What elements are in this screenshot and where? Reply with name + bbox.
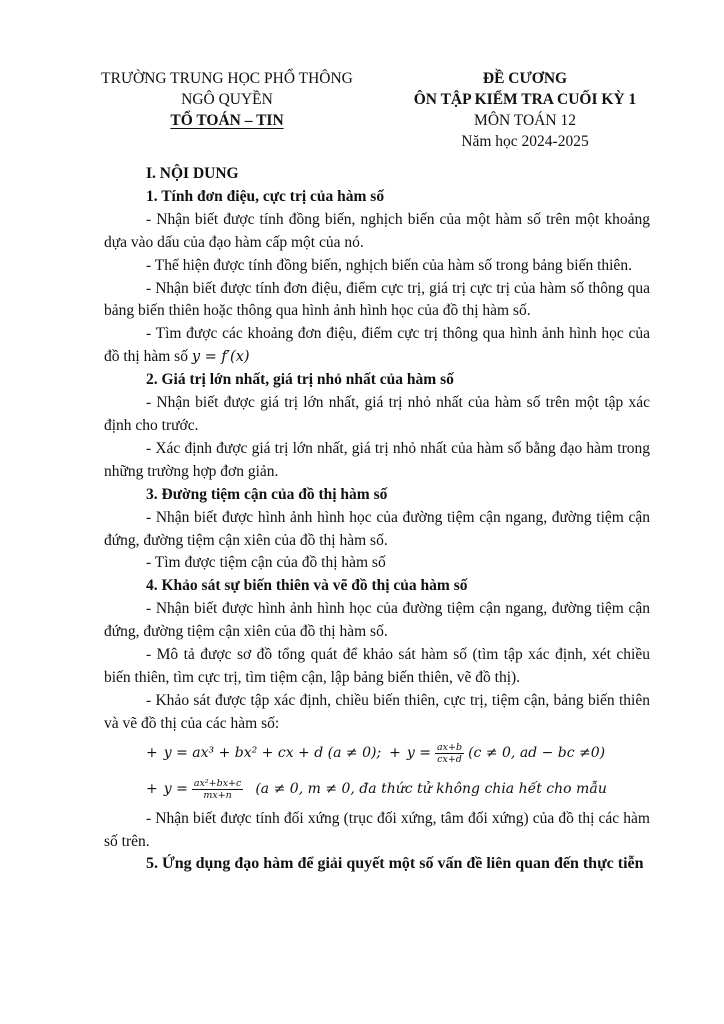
section-1-heading: 1. Tính đơn điệu, cực trị của hàm số [146,187,385,205]
section-4-item-2: - Mô tả được sơ đồ tổng quát để khảo sát hàm số (tìm tập xác định, xét chiều biến thiên, tìm cực trị, tìm tiệm cận, lập bảng biến thiên, vẽ đồ thị). [104,646,650,686]
section-1-item-3: - Nhận biết được tính đơn điệu, điểm cực trị, giá trị cực trị của hàm số thông qua bảng biến thiên hoặc thông qua hình ảnh hình học của đồ thị hàm số. [104,279,650,320]
document-title: ĐỀ CƯƠNG [482,70,568,87]
section-4-item-3: - Khảo sát được tập xác định, chiều biến thiên, cực trị, tiệm cận, bảng biến thiên và vẽ đồ thị của các hàm số: [104,691,650,732]
cubic-formula: y = ax³ + bx² + cx + d (a ≠ 0); [163,745,382,762]
subject-line: MÔN TOÁN 12 [474,112,576,129]
derivative-formula: y = f′(x) [191,349,250,366]
section-3-heading: 3. Đường tiệm cận của đồ thị hàm số [146,485,388,503]
section-4-item-1: - Nhận biết được hình ảnh hình học của đường tiệm cận ngang, đường tiệm cận đứng, đường tiệm cận xiên của đồ thị hàm số. [104,600,650,641]
document-body [104,163,650,876]
document-header [380,68,670,152]
quadratic-rational-lhs: y = [163,781,188,798]
part-title: I. NỘI DUNG [146,165,239,182]
section-3-item-2: - Tìm được tiệm cận của đồ thị hàm số [146,554,386,572]
section-5-heading: 5. Ứng dụng đạo hàm để giải quyết một số vấn đề liên quan đến thực tiễn [146,855,644,873]
section-2-item-2: - Xác định được giá trị lớn nhất, giá trị nhỏ nhất của hàm số bằng đạo hàm trong những trường hợp đơn giản. [104,439,650,480]
formula-line-2: + y = $\frac{\text{ax²+bx+c}}{mx+n}$ (a ≠ 0, m ≠ 0, đa thức tử không chia hết cho mẫu [146,778,607,802]
quadratic-rational-condition: (a ≠ 0, m ≠ 0, đa thức tử không chia hết cho mẫu [255,781,607,798]
school-name-line2: NGÔ QUYỀN [181,91,273,108]
rational-fraction: $\frac{ax+b}{cx+d}$ [437,742,463,766]
section-4-heading: 4. Khảo sát sự biến thiên và vẽ đồ thị của hàm số [146,577,468,595]
section-1-item-4: - Tìm được các khoảng đơn điệu, điểm cực trị thông qua hình ảnh hình học của đồ thị hàm số y = f′(x) [104,325,650,366]
school-year: Năm học 2024-2025 [461,133,589,150]
document-subtitle: ÔN TẬP KIỂM TRA CUỐI KỲ 1 [413,91,637,108]
rational-formula-lhs: y = [406,745,431,762]
formula-line-1: + y = ax³ + bx² + cx + d (a ≠ 0); + y = $\frac{ax+b}{cx+d}$ (c ≠ 0, ad − bc ≠0) [146,742,606,766]
section-1-item-1: - Nhận biết được tính đồng biến, nghịch biến của một hàm số trên một khoảng dựa vào dấu của đạo hàm cấp một của nó. [104,210,650,251]
quadratic-rational-fraction: $\frac{\text{ax²+bx+c}}{mx+n}$ [193,778,242,802]
section-2-item-1: - Nhận biết được giá trị lớn nhất, giá trị nhỏ nhất của hàm số trên một tập xác định cho trước. [104,394,650,434]
section-2-heading: 2. Giá trị lớn nhất, giá trị nhỏ nhất của hàm số [146,371,454,389]
section-3-item-1: - Nhận biết được hình ảnh hình học của đường tiệm cận ngang, đường tiệm cận đứng, đường tiệm cận xiên của đồ thị hàm số. [104,508,650,549]
section-1-item-2: - Thể hiện được tính đồng biến, nghịch biến của hàm số trong bảng biến thiên. [146,256,632,274]
rational-condition: (c ≠ 0, ad − bc ≠0) [468,745,606,762]
school-header [82,68,372,131]
section-4-item-4: - Nhận biết được tính đối xứng (trục đối xứng, tâm đối xứng) của đồ thị các hàm số trên. [104,809,650,850]
department-name: TỔ TOÁN – TIN [170,112,284,129]
school-name-line1: TRƯỜNG TRUNG HỌC PHỔ THÔNG [101,70,353,87]
